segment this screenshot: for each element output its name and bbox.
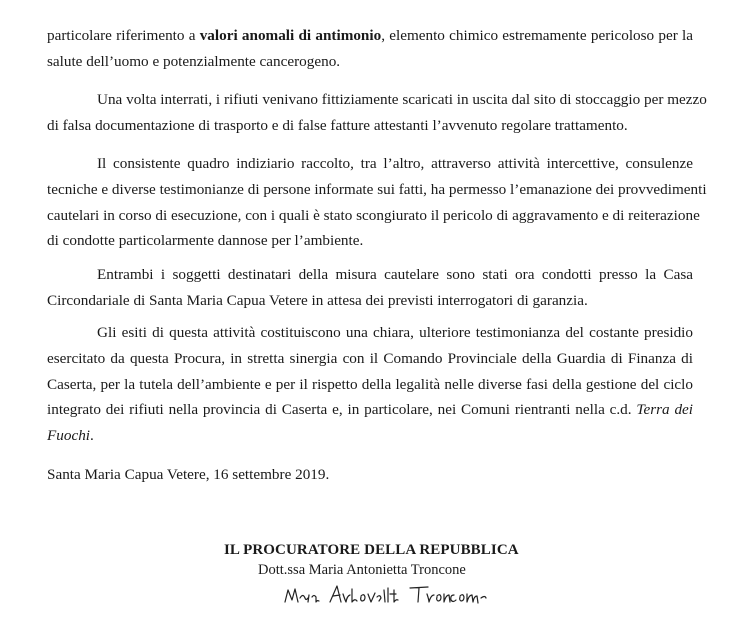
paragraph-interrati [47, 87, 707, 139]
paragraph-line: Una volta interrati, i rifiuti venivano fittiziamente scaricati in uscita dal sito di stoccaggio per mezzo [97, 91, 707, 108]
paragraph-line: Il consistente quadro indiziario raccolto, tra l’altro, attraverso attività intercettive, consulenze [97, 155, 693, 172]
paragraph-line: Circondariale di Santa Maria Capua Vetere in attesa dei previsti interrogatori di garanzia. [47, 291, 588, 309]
italic-text: Terra dei [636, 401, 693, 419]
handwritten-signature [282, 580, 514, 610]
paragraph-line [47, 423, 693, 449]
paragraph-line: di condotte particolarmente dannose per l’ambiente. [47, 232, 364, 250]
paragraph-line [47, 23, 693, 49]
paragraph-line: Gli esiti di questa attività costituiscono una chiara, ulteriore testimonianza del costante presidio [97, 324, 693, 341]
signatory-title: IL PROCURATORE DELLA REPUBBLICA [224, 542, 519, 558]
text-segment: , elemento chimico estremamente pericoloso per la [381, 27, 693, 44]
paragraph-line: di falsa documentazione di trasporto e di false fatture attestanti l’avvenuto regolare trattamento. [47, 116, 628, 134]
paragraph-line: cautelari in corso di esecuzione, con i quali è stato scongiurato il pericolo di aggravamento e di reiterazione [47, 206, 700, 224]
text-segment: integrato dei rifiuti nella provincia di Caserta e, in particolare, nei Comuni rientranti nella c.d. [47, 401, 637, 419]
bold-text: valori anomali di antimonio [199, 27, 382, 44]
paragraph-line: Caserta, per la tutela dell’ambiente e per il rispetto della legalità nelle diverse fasi della gestione del ciclo [47, 375, 693, 393]
text-segment: . [90, 427, 94, 445]
paragraph-line: Entrambi i soggetti destinatari della misura cautelare sono stati ora condotti presso la Casa [97, 266, 693, 283]
paragraph-soggetti [47, 262, 693, 314]
paragraph-antimonio [47, 23, 693, 75]
italic-text: Fuochi [47, 427, 91, 445]
paragraph-esiti [47, 320, 693, 449]
date-line: Santa Maria Capua Vetere, 16 settembre 2019. [47, 466, 330, 483]
paragraph-line: salute dell’uomo e potenzialmente cancerogeno. [47, 52, 341, 70]
paragraph-line: esercitato da questa Procura, in stretta sinergia con il Comando Provinciale della Guardia di Finanza di [47, 349, 693, 367]
text-segment: particolare riferimento a [47, 27, 200, 44]
paragraph-line: tecniche e diverse testimonianze di persone informate sui fatti, ha permesso l’emanazione dei provvedimenti [47, 180, 707, 198]
signatory-name: Dott.ssa Maria Antonietta Troncone [258, 562, 466, 578]
paragraph-quadro-indiziario [47, 151, 707, 254]
paragraph-line [47, 397, 693, 423]
